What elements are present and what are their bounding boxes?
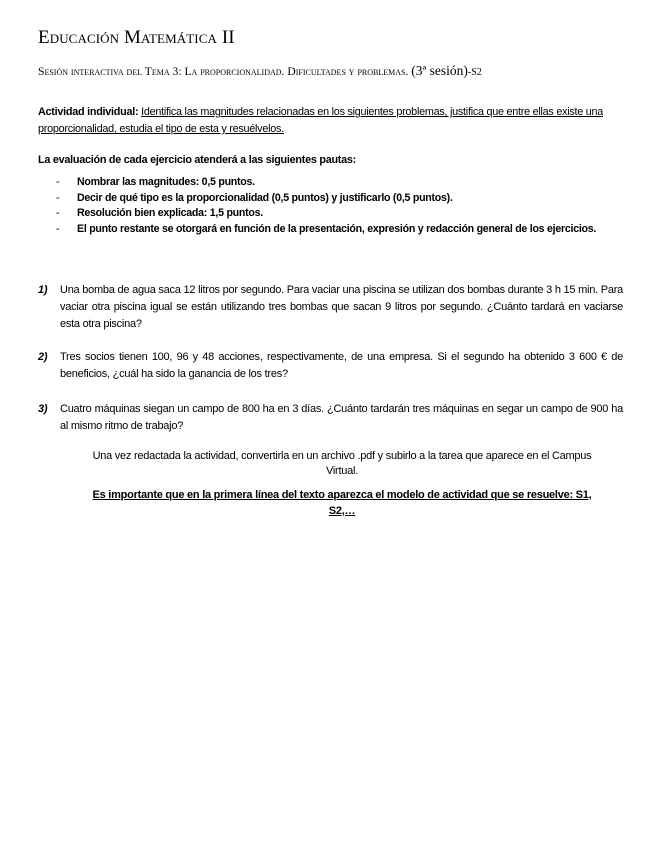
document-subtitle — [38, 63, 482, 79]
subtitle-session: (3ª sesión) — [411, 63, 468, 78]
problem-number: 1) — [38, 284, 48, 296]
problem-1 — [38, 282, 623, 333]
criterion-item: - Nombrar las magnitudes: 0,5 puntos. — [56, 175, 616, 191]
document-title: Educación Matemática II — [38, 27, 235, 48]
activity-instructions — [38, 104, 628, 138]
problem-number: 3) — [38, 403, 48, 415]
submission-instruction: Una vez redactada la actividad, convertirla en un archivo .pdf y subirlo a la tarea que aparece en el Campus Virtual. — [92, 450, 592, 477]
problem-number: 2) — [38, 351, 48, 363]
activity-text: Identifica las magnitudes relacionadas en los siguientes problemas, justifica que entre ellas existe una proporcionalidad, estudia el tipo de esta y resuélvelos. — [38, 106, 604, 135]
problem-3 — [38, 401, 623, 435]
problem-text: Tres socios tienen 100, 96 y 48 acciones, respectivamente, de una empresa. Si el segundo ha obtenido 3 600 € de beneficios, ¿cuál ha sido la ganancia de los tres? — [60, 351, 623, 380]
activity-label: Actividad individual: — [38, 106, 139, 118]
important-note: Es importante que en la primera línea del texto aparezca el modelo de actividad que se resuelve: S1, S2,… — [92, 489, 592, 517]
problem-2 — [38, 349, 623, 383]
subtitle-main: Sesión interactiva del Tema 3: La proporcionalidad. Dificultades y problemas. — [38, 65, 412, 78]
evaluation-title: La evaluación de cada ejercicio atenderá a las siguientes pautas: — [38, 154, 356, 166]
criterion-item: - El punto restante se otorgará en función de la presentación, expresión y redacción general de los ejercicios. — [56, 222, 616, 238]
criterion-item: - Resolución bien explicada: 1,5 puntos. — [56, 206, 616, 222]
evaluation-criteria-list — [56, 175, 616, 237]
problem-text: Cuatro máquinas siegan un campo de 800 ha en 3 días. ¿Cuánto tardarán tres máquinas en segar un campo de 900 ha al mismo ritmo de trabajo? — [60, 403, 623, 432]
criterion-item: - Decir de qué tipo es la proporcionalidad (0,5 puntos) y justificarlo (0,5 puntos). — [56, 191, 616, 207]
subtitle-code: -S2 — [467, 67, 482, 78]
problem-text: Una bomba de agua saca 12 litros por segundo. Para vaciar una piscina se utilizan dos bombas durante 3 h 15 min. Para vaciar otra piscina igual se están utilizando tres bombas que sacan 9 litros por segundo. ¿Cuánto tardará en vaciarse esta otra piscina? — [60, 284, 623, 330]
